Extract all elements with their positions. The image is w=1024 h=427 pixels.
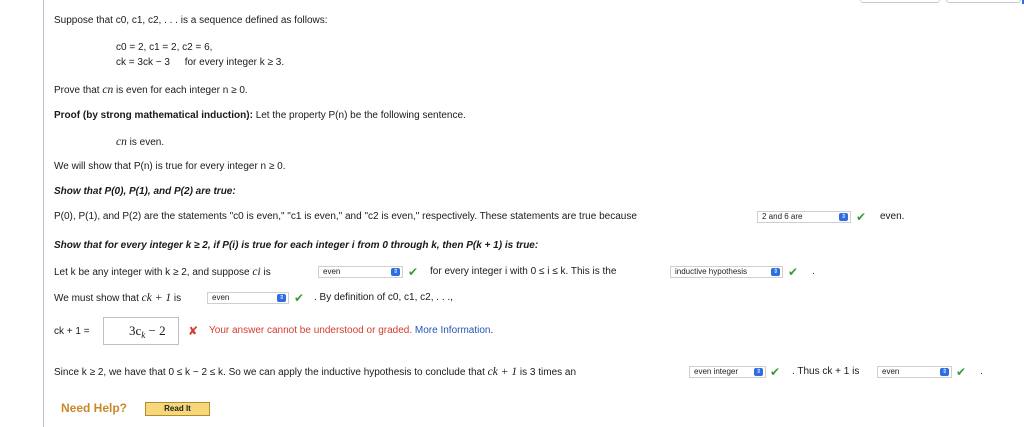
hypothesis-dropdown[interactable] [670, 266, 783, 278]
thus-text: . Thus ck + 1 is [792, 366, 860, 377]
prove-text: Prove that [54, 85, 100, 96]
statement-line [54, 15, 328, 27]
proof-heading: Proof (by strong mathematical induction): [54, 110, 253, 121]
math-input-main: 3c [129, 323, 142, 338]
sequence-list: c0, c1, c2, . . . [115, 15, 178, 26]
chevron-updown-icon: ⇕ [941, 369, 948, 375]
base-case-dropdown-value: 2 and 6 are [762, 212, 803, 221]
prove-line [54, 84, 248, 97]
check-icon: ✔ [408, 265, 419, 279]
check-icon: ✔ [788, 265, 799, 279]
period: . [980, 366, 983, 377]
proof-intro [54, 110, 466, 122]
error-line: Your answer cannot be understood or graded. More Information. [209, 325, 494, 336]
chevron-updown-icon: ⇕ [278, 295, 285, 301]
must-show-text: We must show that [54, 293, 139, 304]
property-var: cn [116, 136, 127, 148]
parity-dropdown-1[interactable] [318, 266, 403, 278]
more-information-link[interactable]: More Information [414, 325, 491, 336]
proof-intro-text: Let the property P(n) be the following sentence. [255, 110, 466, 121]
check-icon: ✔ [294, 291, 305, 305]
prove-var: cn [102, 84, 114, 96]
since-text-2: is 3 times an [519, 367, 577, 378]
must-show-var: ck + 1 [141, 292, 172, 304]
prove-text-2: is even for each integer [116, 85, 220, 96]
property-text: is even. [129, 137, 165, 148]
content-frame-border [43, 0, 44, 427]
top-tab-1[interactable] [860, 0, 940, 3]
let-k-text: Let k be any integer with k ≥ 2, and suppose [54, 267, 250, 278]
let-k-text-2: for every integer i with 0 ≤ i ≤ k. This is the [430, 266, 617, 277]
recurrence-formula: ck = 3ck − 3 [116, 57, 170, 68]
since-text: Since k ≥ 2, we have that 0 ≤ k − 2 ≤ k. So we can apply the inductive hypothesis to conclude that [54, 367, 485, 378]
recurrence-line [116, 57, 284, 69]
chevron-updown-icon: ⇕ [772, 269, 779, 275]
parity-dropdown-2[interactable] [207, 292, 289, 304]
need-help-label: Need Help? [61, 401, 128, 415]
statement-intro-end: is a sequence defined as follows: [180, 15, 328, 26]
chevron-updown-icon: ⇕ [392, 269, 399, 275]
math-input-tail: − 2 [145, 323, 166, 338]
must-show-is: is [173, 293, 182, 304]
parity-dropdown-3[interactable] [877, 366, 952, 378]
chevron-updown-icon: ⇕ [840, 214, 847, 220]
check-icon: ✔ [956, 365, 967, 379]
period: . [812, 266, 815, 277]
parity-dropdown-3-value: even [882, 367, 900, 376]
base-case-sentence: P(0), P(1), and P(2) are the statements "c0 is even," "c1 is even," and "c2 is even," respectively. These statements are true because [54, 211, 637, 222]
let-k-line [54, 266, 271, 279]
inductive-step-heading: Show that for every integer k ≥ 2, if P(i) is true for each integer i from 0 through k, then P(k + 1) is true: [54, 240, 539, 251]
parity-dropdown-2-value: even [212, 293, 230, 302]
math-input-sub: k [141, 330, 146, 340]
hypothesis-dropdown-value: inductive hypothesis [675, 267, 748, 276]
read-it-button[interactable]: Read It [145, 402, 210, 416]
error-message: Your answer cannot be understood or graded. [209, 325, 413, 336]
must-show-line [54, 292, 181, 305]
initial-values: c0 = 2, c1 = 2, c2 = 6, [116, 42, 213, 53]
let-var: ci [252, 266, 261, 278]
top-tab-2[interactable] [946, 0, 1021, 3]
statement-intro: Suppose that [54, 15, 113, 26]
recurrence-note: for every integer k ≥ 3. [184, 57, 285, 68]
integer-dropdown-value: even integer [694, 367, 739, 376]
let-is: is [263, 267, 271, 278]
check-icon: ✔ [856, 210, 867, 224]
chevron-updown-icon: ⇕ [755, 369, 762, 375]
base-case-dropdown[interactable] [757, 211, 851, 223]
base-case-after: even. [880, 211, 905, 222]
base-case-heading: Show that P(0), P(1), and P(2) are true: [54, 186, 236, 197]
property-line [116, 136, 164, 149]
integer-dropdown[interactable] [689, 366, 766, 378]
math-answer-input[interactable] [103, 317, 179, 345]
since-var: ck + 1 [487, 366, 518, 378]
parity-dropdown-1-value: even [323, 267, 341, 276]
prove-condition: n ≥ 0. [222, 85, 248, 96]
since-line [54, 366, 576, 379]
check-icon: ✔ [770, 365, 781, 379]
x-icon: ✘ [188, 324, 199, 338]
will-show-text: We will show that P(n) is true for every integer n ≥ 0. [54, 161, 286, 172]
must-show-text-2: . By definition of c0, c1, c2, . . ., [314, 292, 453, 303]
equation-lhs: ck + 1 = [54, 326, 90, 337]
